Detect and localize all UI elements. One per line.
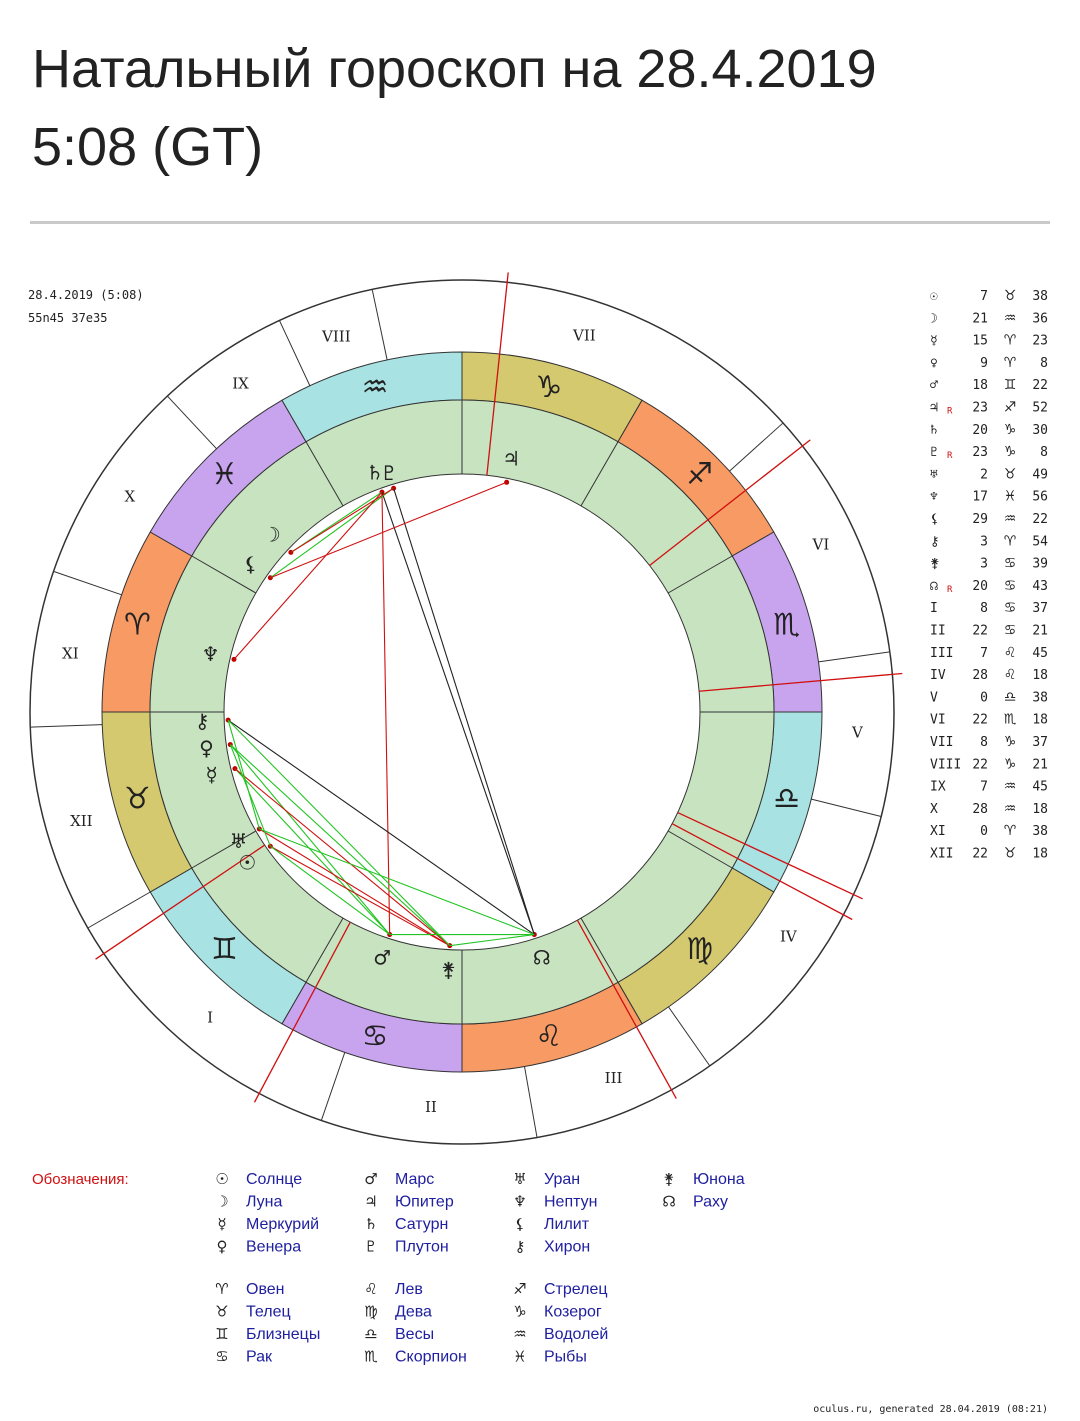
legend-sign-label-2-2: Водолей — [544, 1326, 609, 1343]
legend-sign-label-2-1: Козерог — [544, 1303, 602, 1321]
table-sign-25: ♈ — [1003, 823, 1017, 840]
table-planet-25: XI — [930, 824, 946, 840]
legend-planet-label-1-0: Марс — [395, 1171, 435, 1188]
sign-glyph-12: ♒ — [361, 369, 389, 405]
table-planet-18: IV — [930, 668, 946, 684]
table-minute-12: 54 — [1032, 534, 1048, 550]
legend-planet-glyph-1-2: ♄ — [364, 1215, 378, 1233]
house-label-6: II — [425, 1097, 437, 1116]
table-degree-6: 23 — [972, 400, 988, 416]
chart-coordinates: 55n45 37e35 — [28, 311, 108, 325]
planet-glyph-lilith: ⚸ — [243, 552, 258, 577]
table-minute-19: 38 — [1032, 690, 1048, 706]
planet-glyph-chiron: ⚷ — [194, 709, 210, 734]
house-label-1: VII — [573, 326, 596, 345]
table-degree-10: 17 — [972, 489, 988, 505]
footer-generated: oculus.ru, generated 28.04.2019 (08:21) — [813, 1404, 1048, 1415]
table-degree-3: 15 — [972, 333, 988, 349]
legend-planet-label-0-0: Солнце — [246, 1171, 303, 1188]
table-sign-24: ♒ — [1003, 800, 1017, 817]
legend-sign-glyph-1-2: ♎ — [364, 1325, 378, 1343]
aspect-area — [224, 474, 700, 950]
legend-sign-label-0-3: Рак — [246, 1348, 273, 1366]
sign-glyph-8: ♊ — [210, 932, 238, 968]
table-degree-23: 7 — [980, 779, 988, 795]
table-sign-15: ♋ — [1003, 600, 1017, 617]
table-sign-3: ♈ — [1003, 332, 1017, 349]
table-minute-3: 23 — [1032, 333, 1048, 349]
table-planet-17: III — [930, 645, 954, 661]
table-minute-4: 8 — [1040, 355, 1048, 371]
table-degree-12: 3 — [980, 534, 988, 550]
planet-glyph-sun: ☉ — [238, 850, 257, 875]
table-degree-18: 28 — [972, 668, 988, 684]
table-planet-19: V — [930, 690, 938, 706]
house-label-4: IV — [779, 927, 797, 946]
table-retro-8: R — [947, 451, 953, 462]
legend-planet-label-0-3: Венера — [246, 1238, 302, 1256]
sign-glyph-6: ♌ — [535, 1019, 563, 1055]
legend-planet-glyph-0-2: ☿ — [217, 1215, 227, 1233]
table-planet-20: VI — [930, 712, 946, 728]
table-planet-16: II — [930, 623, 946, 639]
table-planet-26: XII — [930, 846, 954, 862]
table-minute-26: 18 — [1032, 846, 1048, 862]
legend-sign-label-0-1: Телец — [246, 1303, 291, 1321]
table-minute-20: 18 — [1032, 712, 1048, 728]
table-degree-7: 20 — [972, 422, 988, 438]
table-minute-23: 45 — [1032, 779, 1048, 795]
table-planet-15: I — [930, 601, 938, 617]
legend-planet-glyph-1-0: ♂ — [364, 1170, 378, 1188]
table-planet-21: VII — [930, 735, 954, 750]
table-sign-20: ♏ — [1003, 711, 1017, 728]
page-title-line-1: Натальный гороскоп на 28.4.2019 — [32, 39, 877, 99]
house-label-11: IX — [232, 374, 249, 393]
sign-glyph-2: ♐ — [686, 456, 714, 492]
table-planet-13: ⚵ — [930, 556, 940, 572]
table-planet-14: ☊ — [930, 578, 938, 594]
table-minute-2: 36 — [1032, 311, 1048, 327]
table-planet-22: VIII — [930, 757, 962, 773]
legend-sign-label-2-3: Рыбы — [544, 1348, 587, 1366]
legend-sign-glyph-1-1: ♍ — [364, 1302, 378, 1321]
legend-sign-label-2-0: Стрелец — [544, 1281, 608, 1298]
house-label-10: X — [124, 487, 136, 506]
table-planet-10: ♆ — [930, 489, 938, 505]
table-sign-9: ♉ — [1003, 466, 1017, 483]
sign-glyph-3: ♏ — [773, 607, 801, 643]
legend-planet-glyph-3-0: ⚵ — [663, 1170, 675, 1188]
house-label-12: VIII — [322, 327, 351, 346]
table-planet-7: ♄ — [930, 422, 938, 438]
legend-planet-label-2-2: Лилит — [544, 1216, 590, 1233]
legend-planet-glyph-0-3: ♀ — [216, 1237, 228, 1256]
table-degree-25: 0 — [980, 824, 988, 840]
legend-sign-label-1-2: Весы — [395, 1326, 435, 1343]
sign-glyph-11: ♓ — [210, 456, 238, 492]
table-sign-23: ♒ — [1003, 778, 1017, 795]
planet-glyph-juno: ⚵ — [441, 957, 456, 982]
table-minute-18: 18 — [1032, 668, 1048, 684]
table-sign-22: ♑ — [1003, 756, 1017, 773]
table-sign-5: ♊ — [1003, 377, 1017, 394]
table-minute-15: 37 — [1032, 601, 1048, 617]
legend-planet-label-0-1: Луна — [246, 1193, 283, 1211]
table-degree-9: 2 — [980, 467, 988, 483]
table-minute-7: 30 — [1032, 422, 1048, 438]
table-minute-10: 56 — [1032, 489, 1048, 505]
table-minute-16: 21 — [1032, 623, 1048, 639]
sign-glyph-4: ♎ — [773, 781, 801, 817]
table-planet-1: ☉ — [930, 289, 938, 304]
table-planet-23: IX — [930, 779, 946, 795]
table-planet-6: ♃ — [930, 400, 938, 416]
table-minute-5: 22 — [1032, 378, 1048, 394]
table-planet-4: ♀ — [930, 355, 938, 371]
legend-planet-label-2-0: Уран — [544, 1171, 581, 1188]
legend-planet-glyph-0-1: ☽ — [215, 1192, 229, 1211]
legend-sign-label-1-3: Скорпион — [395, 1348, 467, 1366]
table-sign-21: ♑ — [1003, 734, 1017, 750]
legend-planet-glyph-1-1: ♃ — [364, 1192, 378, 1211]
table-sign-14: ♋ — [1003, 577, 1017, 594]
legend-planet-glyph-1-3: ♇ — [364, 1237, 378, 1256]
table-degree-13: 3 — [980, 556, 988, 572]
table-sign-6: ♐ — [1003, 399, 1017, 416]
legend-sign-glyph-1-3: ♏ — [364, 1347, 378, 1366]
legend-planet-label-2-3: Хирон — [544, 1238, 591, 1256]
table-sign-19: ♎ — [1003, 689, 1017, 706]
legend-planet-glyph-3-1: ☊ — [662, 1192, 676, 1211]
planet-glyph-mars: ♂ — [373, 945, 392, 970]
table-minute-6: 52 — [1032, 400, 1048, 416]
table-sign-2: ♒ — [1003, 310, 1017, 327]
planet-glyph-moon: ☽ — [262, 522, 281, 547]
sign-glyph-9: ♉ — [123, 781, 151, 817]
table-degree-20: 22 — [972, 712, 988, 728]
legend-planet-label-3-0: Юнона — [693, 1171, 745, 1188]
table-degree-14: 20 — [972, 578, 988, 594]
table-minute-22: 21 — [1032, 757, 1048, 773]
legend-sign-glyph-0-0: ♈ — [215, 1280, 229, 1298]
legend-planet-glyph-2-1: ♆ — [513, 1192, 527, 1211]
table-planet-9: ♅ — [930, 467, 938, 483]
table-minute-21: 37 — [1032, 735, 1048, 750]
sign-glyph-10: ♈ — [123, 607, 151, 643]
table-sign-11: ♒ — [1003, 511, 1017, 527]
table-degree-22: 22 — [972, 757, 988, 773]
table-minute-13: 39 — [1032, 556, 1048, 572]
table-planet-2: ☽ — [930, 311, 938, 327]
planet-glyph-venus: ♀ — [199, 735, 214, 760]
legend-sign-glyph-2-0: ♐ — [513, 1280, 527, 1298]
table-sign-7: ♑ — [1003, 421, 1017, 438]
legend-planet-label-1-3: Плутон — [395, 1238, 449, 1256]
legend-planet-glyph-2-2: ⚸ — [514, 1215, 526, 1233]
table-degree-1: 7 — [980, 289, 988, 304]
table-planet-3: ☿ — [930, 333, 938, 349]
table-degree-2: 21 — [972, 311, 988, 327]
chart-date-time: 28.4.2019 (5:08) — [28, 288, 144, 302]
table-planet-5: ♂ — [930, 378, 938, 394]
legend-planet-label-1-1: Юпитер — [395, 1193, 454, 1211]
legend-title: Обозначения: — [32, 1171, 129, 1188]
table-sign-13: ♋ — [1003, 555, 1017, 572]
page-title-line-2: 5:08 (GT) — [32, 117, 264, 177]
table-degree-8: 23 — [972, 445, 988, 461]
planet-glyph-mercury: ☿ — [205, 762, 218, 787]
table-degree-16: 22 — [972, 623, 988, 639]
table-minute-1: 38 — [1032, 289, 1048, 304]
legend-sign-glyph-2-2: ♒ — [513, 1325, 527, 1343]
legend-planet-label-2-1: Нептун — [544, 1193, 598, 1211]
planet-glyph-saturn: ♄ — [365, 460, 384, 485]
legend-sign-glyph-2-1: ♑ — [513, 1302, 527, 1321]
table-minute-8: 8 — [1040, 445, 1048, 461]
table-degree-24: 28 — [972, 801, 988, 817]
table-planet-12: ⚷ — [930, 534, 940, 550]
table-degree-5: 18 — [972, 378, 988, 394]
table-degree-26: 22 — [972, 846, 988, 862]
table-minute-17: 45 — [1032, 645, 1048, 661]
table-minute-11: 22 — [1032, 512, 1048, 527]
house-label-3: V — [852, 723, 863, 742]
table-sign-18: ♌ — [1003, 667, 1017, 684]
legend-sign-label-0-0: Овен — [246, 1281, 285, 1298]
table-planet-11: ⚸ — [930, 512, 940, 527]
legend-sign-glyph-1-0: ♌ — [364, 1280, 378, 1298]
table-degree-19: 0 — [980, 690, 988, 706]
table-degree-4: 9 — [980, 355, 988, 371]
table-sign-10: ♓ — [1003, 488, 1017, 505]
table-minute-14: 43 — [1032, 578, 1048, 594]
legend-sign-label-1-1: Дева — [395, 1303, 432, 1321]
sign-glyph-7: ♋ — [361, 1019, 389, 1055]
table-planet-8: ♇ — [930, 445, 938, 461]
table-sign-16: ♋ — [1003, 622, 1017, 639]
legend-planet-label-3-1: Раху — [693, 1193, 729, 1211]
table-retro-14: R — [947, 584, 953, 595]
planet-glyph-neptune: ♆ — [201, 641, 220, 666]
table-sign-4: ♈ — [1003, 354, 1017, 371]
table-sign-1: ♉ — [1003, 288, 1017, 304]
table-degree-15: 8 — [980, 601, 988, 617]
legend-planet-glyph-0-0: ☉ — [215, 1170, 229, 1188]
legend-sign-label-1-0: Лев — [395, 1281, 423, 1298]
table-minute-25: 38 — [1032, 824, 1048, 840]
legend-planet-label-0-2: Меркурий — [246, 1216, 320, 1233]
table-sign-26: ♉ — [1003, 845, 1017, 862]
house-label-5: III — [604, 1068, 623, 1087]
legend-sign-glyph-0-3: ♋ — [215, 1347, 229, 1366]
legend-sign-label-0-2: Близнецы — [246, 1326, 321, 1343]
table-minute-9: 49 — [1032, 467, 1048, 483]
legend-planet-glyph-2-3: ⚷ — [514, 1237, 526, 1256]
house-label-9: XI — [62, 644, 79, 663]
planet-glyph-jupiter: ♃ — [502, 446, 521, 471]
table-degree-21: 8 — [980, 735, 988, 750]
planet-glyph-uranus: ♅ — [229, 829, 248, 853]
house-label-2: VI — [812, 535, 830, 554]
table-planet-24: X — [930, 801, 938, 817]
table-minute-24: 18 — [1032, 801, 1048, 817]
legend-planet-label-1-2: Сатурн — [395, 1216, 449, 1233]
table-sign-8: ♑ — [1003, 444, 1017, 461]
legend-sign-glyph-2-3: ♓ — [513, 1347, 527, 1366]
sign-glyph-1: ♑ — [535, 369, 563, 405]
legend-planet-glyph-2-0: ♅ — [513, 1170, 527, 1188]
planet-glyph-pluto: ♇ — [379, 460, 398, 485]
planet-glyph-north-node: ☊ — [532, 945, 551, 970]
legend-sign-glyph-0-1: ♉ — [215, 1302, 229, 1321]
table-sign-17: ♌ — [1003, 644, 1017, 661]
table-sign-12: ♈ — [1003, 533, 1017, 550]
house-label-8: XII — [70, 812, 93, 831]
house-label-7: I — [207, 1008, 214, 1027]
table-retro-6: R — [947, 406, 953, 417]
table-degree-17: 7 — [980, 645, 988, 661]
table-degree-11: 29 — [972, 512, 988, 527]
sign-glyph-5: ♍ — [686, 932, 714, 968]
legend-sign-glyph-0-2: ♊ — [215, 1325, 229, 1343]
